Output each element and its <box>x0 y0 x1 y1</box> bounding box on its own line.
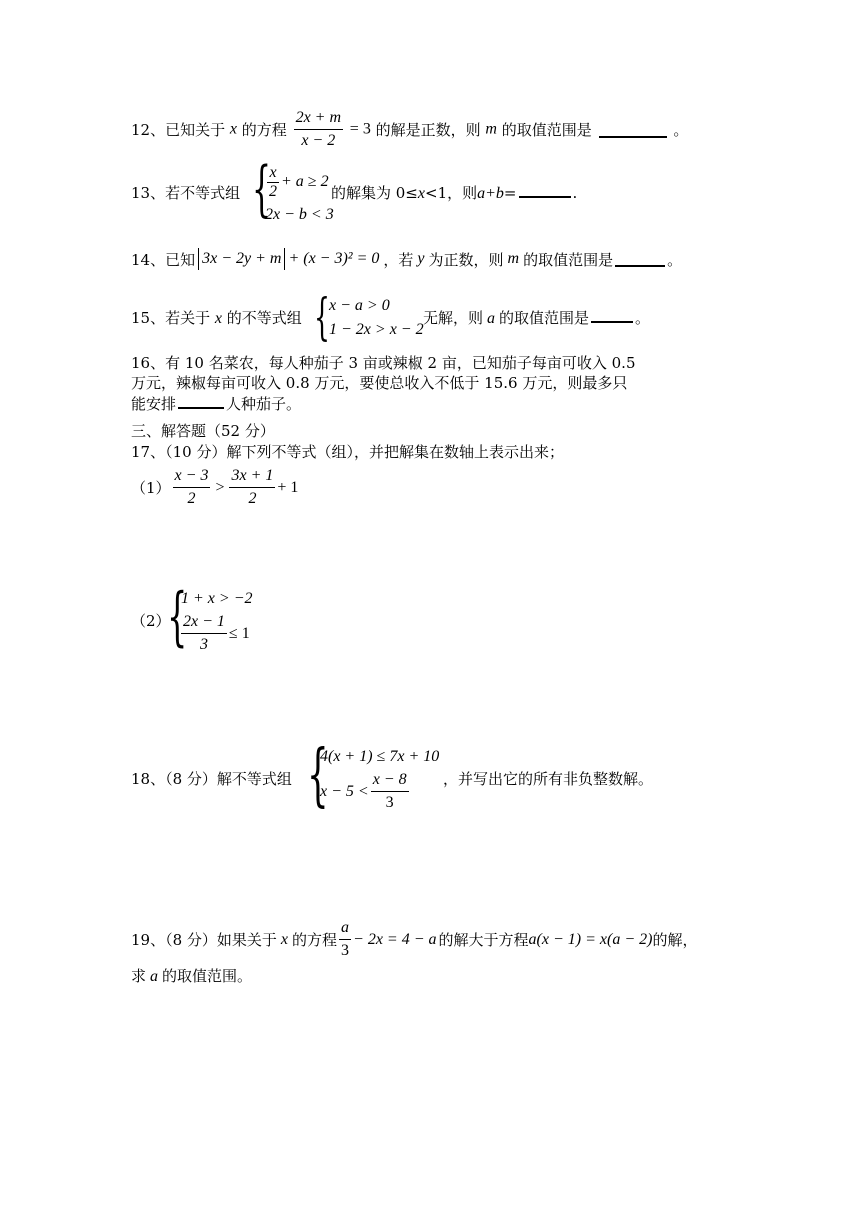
q15-lead-group <box>131 307 302 328</box>
question-12 <box>131 108 688 151</box>
q13-answer-blank[interactable] <box>519 182 571 198</box>
q19-mid2: 的解大于方程 <box>438 931 529 949</box>
q17-p1-num2: 3x + 1 <box>229 466 275 488</box>
q19-var-a: a <box>150 968 159 985</box>
q16-line3 <box>131 393 636 414</box>
q17-p2-fraction <box>181 612 227 655</box>
q17-p1-den2: 2 <box>248 490 257 507</box>
question-15 <box>131 288 751 346</box>
q14-answer-blank[interactable] <box>615 251 665 267</box>
q18-system <box>320 744 439 813</box>
q14-rest: + (x − 3)² = 0 <box>288 250 380 267</box>
q16-line3-a: 能安排 <box>131 395 177 413</box>
q17-p2-row1: 1 + x > −2 <box>181 590 253 607</box>
q13-system <box>265 160 334 226</box>
question-19 <box>131 918 697 961</box>
q12-end: 。 <box>673 121 689 139</box>
q13-tail1: 的解集为 0≤ <box>331 184 418 202</box>
q13-end: . <box>572 184 578 202</box>
q14-end: 。 <box>667 250 683 269</box>
q18-row1: 4(x + 1) ≤ 7x + 10 <box>320 748 440 765</box>
q13-tail2: <1，则 <box>425 184 478 202</box>
q15-mid: 的不等式组 <box>226 309 302 327</box>
q15-lead: 15、若关于 <box>131 309 211 327</box>
q18-lead: 18、（8 分）解不等式组 <box>131 770 292 788</box>
q17-p2-rest: ≤ 1 <box>228 624 250 642</box>
q17-p2-den: 3 <box>199 636 208 653</box>
q19-eq1: − 2x = 4 − a <box>353 930 437 948</box>
q12-tail2: 的取值范围是 <box>501 121 592 139</box>
q18-row2 <box>320 770 439 813</box>
q17-p1-label: （1） <box>131 479 171 497</box>
q16-answer-blank[interactable] <box>178 393 224 409</box>
q17-lead: 17、（10 分）解下列不等式（组），并把解集在数轴上表示出来； <box>131 443 564 461</box>
q17-p1-fraction1 <box>173 466 211 509</box>
question-14 <box>131 248 682 270</box>
q14-var-m: m <box>507 250 520 267</box>
q19-line2-a: 求 <box>131 967 147 985</box>
q12-equals: = 3 <box>349 120 371 138</box>
q12-var-m: m <box>485 120 497 138</box>
q14-lead: 14、已知 <box>131 250 196 269</box>
q13-brace: { <box>252 154 272 224</box>
q16-line1: 16、有 10 名菜农，每人种茄子 3 亩或辣椒 2 亩，已知茄子每亩可收入 0.5 <box>131 354 636 372</box>
q18-row2-den: 3 <box>385 794 394 811</box>
q17-part2 <box>131 580 331 658</box>
q14-var-y: y <box>417 250 425 267</box>
q12-tail1: 的解是正数，则 <box>375 121 481 139</box>
q13-row1-rest: + a ≥ 2 <box>281 173 329 190</box>
q17-p1-op: > <box>215 478 225 496</box>
q19-fraction <box>339 918 351 961</box>
q15-tail <box>423 307 650 328</box>
q12-lead: 12、已知关于 <box>131 121 226 139</box>
q19-line2 <box>131 965 252 986</box>
q19-var-x: x <box>280 930 289 948</box>
q18-brace: { <box>307 736 329 815</box>
q15-system <box>329 294 424 342</box>
q14-mid2: 为正数，则 <box>428 250 504 269</box>
q12-numerator: 2x + m <box>294 108 343 130</box>
q15-end: 。 <box>635 309 651 327</box>
q14-abs-right <box>284 248 285 270</box>
question-16 <box>131 353 636 414</box>
q15-tail2: 的取值范围是 <box>499 309 590 327</box>
q19-lead: 19、（8 分）如果关于 <box>131 931 277 949</box>
q13-eq: = <box>503 184 517 202</box>
q13-tail <box>331 182 577 203</box>
q13-var-x: x <box>417 185 425 202</box>
q14-mid: ，若 <box>383 250 414 269</box>
q12-denominator: x − 2 <box>301 132 336 149</box>
q17-part1 <box>131 466 298 509</box>
q15-var-x: x <box>214 310 222 327</box>
q13-row1 <box>265 160 334 204</box>
q12-answer-blank[interactable] <box>599 122 667 138</box>
q16-line2: 万元，辣椒每亩可收入 0.8 万元，要使总收入不低于 15.6 万元，则最多只 <box>131 374 628 392</box>
q18-row2-a: x − 5 < <box>320 782 369 800</box>
q17-p1-rest: + 1 <box>277 478 299 496</box>
q17-p2-label: （2） <box>131 612 171 630</box>
q17-p1-fraction2 <box>229 466 275 509</box>
q14-tail: 的取值范围是 <box>523 250 614 269</box>
q18-tail: ，并写出它的所有非负整数解。 <box>443 770 654 788</box>
q17-p2-brace: { <box>167 580 188 654</box>
q19-mid: 的方程 <box>292 931 338 949</box>
q19-eq2: a(x − 1) = x(a − 2) <box>528 930 653 948</box>
q15-brace: { <box>314 288 330 346</box>
q12-fraction <box>294 108 343 151</box>
q17-p2-row2 <box>181 612 253 655</box>
q17-p1-den1: 2 <box>187 490 196 507</box>
q13-row1-fraction <box>267 165 279 200</box>
question-13 <box>131 154 731 230</box>
q15-var-a: a <box>487 310 496 327</box>
q19-line2-b: 的取值范围。 <box>162 967 253 985</box>
q14-abs-left <box>198 248 199 270</box>
q15-tail1: 无解，则 <box>423 309 484 327</box>
q19-num: a <box>339 918 351 940</box>
q16-line3-b: 人种茄子。 <box>226 395 302 413</box>
q18-row2-num: x − 8 <box>371 770 409 792</box>
q19-tail: 的解， <box>652 931 698 949</box>
q13-row1-den: 2 <box>269 182 277 200</box>
q13-row2: 2x − b < 3 <box>265 206 334 223</box>
q12-var-x: x <box>229 120 237 138</box>
q12-mid: 的方程 <box>241 121 287 139</box>
section-3-heading: 三、解答题（52 分） <box>131 422 275 440</box>
q13-lead: 13、若不等式组 <box>131 184 241 202</box>
q17-p2-num: 2x − 1 <box>181 612 227 634</box>
q19-den: 3 <box>341 942 350 959</box>
q18-row2-fraction <box>371 770 409 813</box>
q14-abs-inner: 3x − 2y + m <box>202 250 282 267</box>
q13-row1-num: x <box>269 163 277 181</box>
q15-row1: x − a > 0 <box>329 297 390 314</box>
q17-p1-num1: x − 3 <box>173 466 211 488</box>
q15-row2: 1 − 2x > x − 2 <box>329 321 424 338</box>
q13-ab: a+b <box>477 185 504 202</box>
q17-p2-system <box>181 586 253 655</box>
q15-answer-blank[interactable] <box>591 307 633 323</box>
question-18 <box>131 736 751 820</box>
